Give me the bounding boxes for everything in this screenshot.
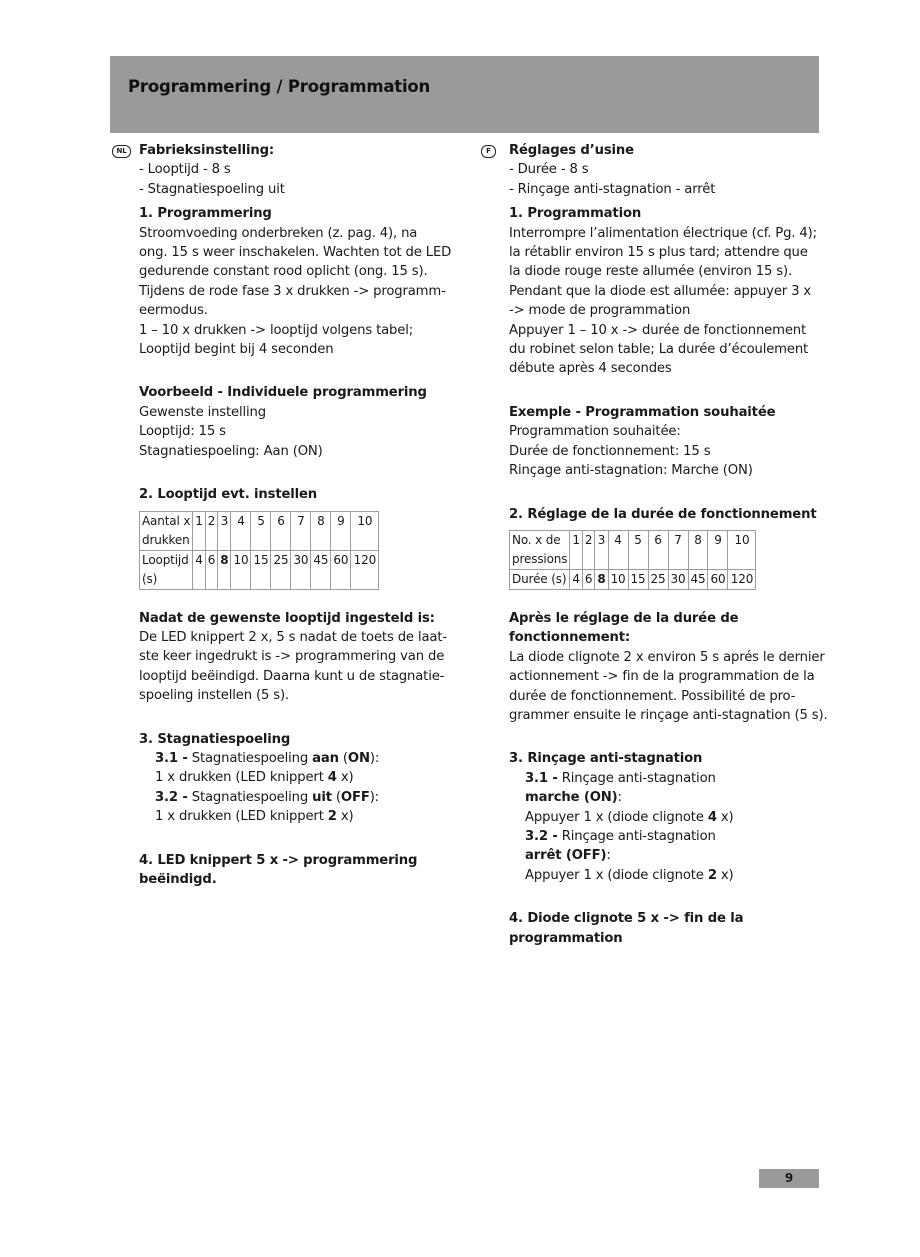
table-cell-default: 8 [595,569,608,589]
after-setting-title: Après le réglage de la durée de fonctionnement: [509,610,739,646]
table-cell: 30 [668,569,688,589]
option-3-2: 3.2 - Rinçage anti-stagnation [525,828,716,844]
table-cell: 10 [608,569,628,589]
after-setting-line: looptijd beëindigd. Daarna kunt u de stagnatie- [139,668,445,684]
option-3-2: 3.2 - Stagnatiespoeling uit (OFF): [155,789,379,805]
table-cell: 60 [331,550,351,589]
after-setting-line: ste keer ingedrukt is -> programmering van de [139,649,445,665]
page-number: 9 [759,1169,819,1188]
section-1-title: 1. Programmering [139,206,272,222]
table-cell: 6 [648,530,668,569]
table-cell: 4 [570,569,583,589]
table-cell: 4 [231,511,251,550]
table-row-label: Looptijd (s) [140,550,193,589]
table-cell: 6 [205,550,218,589]
section-3-title: 3. Stagnatiespoeling [139,731,291,747]
example-line: Stagnatiespoeling: Aan (ON) [139,443,323,459]
table-row-label: No. x de pressions [510,530,570,569]
option-3-2-action: 1 x drukken (LED knippert 2 x) [155,809,354,825]
language-nl-icon: NL [112,145,131,158]
duration-table [509,530,756,590]
table-cell: 10 [351,511,379,550]
table-cell: 6 [271,511,291,550]
example-line: Programmation souhaitée: [509,424,681,440]
section-4-title: 4. Diode clignote 5 x -> fin de la programmation [509,911,744,946]
table-cell: 8 [688,530,708,569]
example-title: Voorbeeld - Individuele programmering [139,385,427,401]
section-1-line: Pendant que la diode est allumée: appuyer 3 x [509,283,812,299]
table-row-label: Aantal x drukken [140,511,193,550]
option-3-1-state: marche (ON): [525,790,622,806]
table-cell: 9 [331,511,351,550]
table-cell: 3 [595,530,608,569]
table-cell: 10 [231,550,251,589]
table-cell: 15 [628,569,648,589]
option-3-1-action: 1 x drukken (LED knippert 4 x) [155,770,354,786]
table-cell: 8 [311,511,331,550]
section-1-line: Tijdens de rode fase 3 x drukken -> programm- [139,283,446,299]
table-cell: 6 [582,569,595,589]
table-cell: 3 [218,511,231,550]
section-1-line: Stroomvoeding onderbreken (z. pag. 4), na [139,225,418,241]
table-cell: 60 [708,569,728,589]
table-cell-default: 8 [218,550,231,589]
section-1-line: la rétablir environ 15 s plus tard; attendre que [509,245,808,261]
table-cell: 7 [668,530,688,569]
option-3-2-action: Appuyer 1 x (diode clignote 2 x) [525,867,734,883]
table-row [510,569,756,589]
table-cell: 2 [205,511,218,550]
table-cell: 25 [648,569,668,589]
table-cell: 1 [193,511,206,550]
factory-item: - Durée - 8 s [509,162,589,178]
table-cell: 2 [582,530,595,569]
example-title: Exemple - Programmation souhaitée [509,404,776,420]
after-setting-line: spoeling instellen (5 s). [139,688,290,704]
section-1-line: gedurende constant rood oplicht (ong. 15 s). [139,264,428,280]
option-3-1: 3.1 - Rinçage anti-stagnation [525,770,716,786]
after-setting-line: durée de fonctionnement. Possibilité de pro- [509,688,796,704]
after-setting-title: Nadat de gewenste looptijd ingesteld is: [139,610,435,626]
table-cell: 25 [271,550,291,589]
table-row [510,530,756,569]
factory-settings-title: Fabrieksinstelling: [139,143,274,158]
table-cell: 45 [311,550,331,589]
factory-settings-title: Réglages d’usine [509,143,634,158]
section-4-title: 4. LED knippert 5 x -> programmering beëindigd. [139,852,418,887]
factory-item: - Looptijd - 8 s [139,162,231,178]
factory-item: - Rinçage anti-stagnation - arrêt [509,181,716,197]
section-1-line: eermodus. [139,303,208,319]
table-row [140,511,379,550]
table-cell: 120 [351,550,379,589]
section-3-title: 3. Rinçage anti-stagnation [509,751,703,767]
after-setting-line: La diode clignote 2 x environ 5 s aprés le dernier [509,649,825,665]
table-row [140,550,379,589]
example-line: Durée de fonctionnement: 15 s [509,443,711,459]
section-1-line: ong. 15 s weer inschakelen. Wachten tot de LED [139,245,452,261]
table-cell: 1 [570,530,583,569]
table-cell: 120 [728,569,756,589]
option-3-2-state: arrêt (OFF): [525,848,611,864]
section-1-line: 1 – 10 x drukken -> looptijd volgens tabel; [139,322,414,338]
table-cell: 7 [291,511,311,550]
column-dutch [116,141,469,889]
example-line: Gewenste instelling [139,404,266,420]
table-row-label: Durée (s) [510,569,570,589]
section-1-line: débute après 4 secondes [509,361,672,377]
section-2-title: 2. Réglage de la durée de fonctionnement [509,506,817,522]
option-3-1-action: Appuyer 1 x (diode clignote 4 x) [525,809,734,825]
header-band [110,56,819,133]
table-cell: 5 [628,530,648,569]
page-title: Programmering / Programmation [128,77,431,96]
table-cell: 4 [608,530,628,569]
table-cell: 4 [193,550,206,589]
after-setting-line: actionnement -> fin de la programmation de la [509,669,815,685]
section-1-line: du robinet selon table; La durée d’écoulement [509,342,809,358]
table-cell: 45 [688,569,708,589]
section-2-title: 2. Looptijd evt. instellen [139,487,318,503]
section-1-line: la diode rouge reste allumée (environ 15 s). [509,264,792,280]
example-line: Rinçage anti-stagnation: Marche (ON) [509,463,753,479]
language-fr-icon: F [481,145,496,158]
table-cell: 9 [708,530,728,569]
section-1-line: Looptijd begint bij 4 seconden [139,342,334,358]
example-line: Looptijd: 15 s [139,424,226,440]
section-1-line: Appuyer 1 – 10 x -> durée de fonctionnement [509,322,807,338]
table-cell: 15 [251,550,271,589]
table-cell: 30 [291,550,311,589]
section-1-title: 1. Programmation [509,206,642,222]
column-french [486,141,839,948]
option-3-1: 3.1 - Stagnatiespoeling aan (ON): [155,750,380,766]
section-1-line: -> mode de programmation [509,303,691,319]
after-setting-line: grammer ensuite le rinçage anti-stagnation (5 s). [509,707,828,723]
table-cell: 5 [251,511,271,550]
runtime-table [139,511,379,590]
factory-item: - Stagnatiespoeling uit [139,181,285,197]
table-cell: 10 [728,530,756,569]
section-1-line: Interrompre l’alimentation électrique (cf. Pg. 4); [509,225,817,241]
after-setting-line: De LED knippert 2 x, 5 s nadat de toets de laat- [139,629,447,645]
